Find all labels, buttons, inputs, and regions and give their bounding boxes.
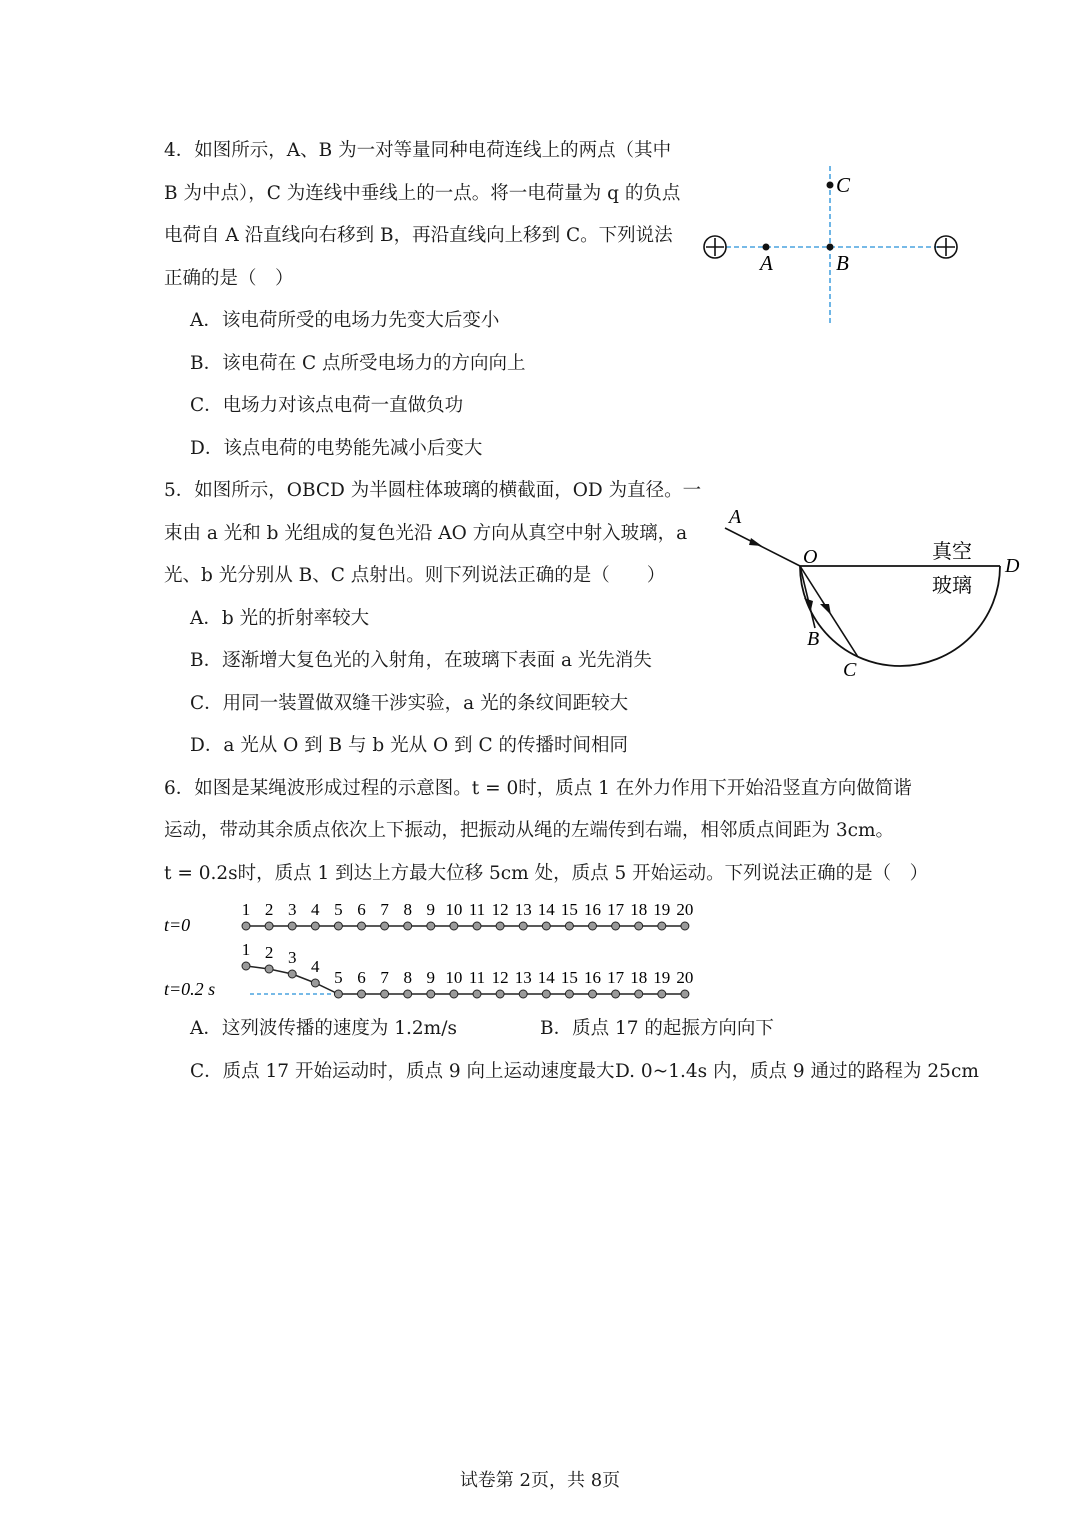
row1-bead-number: 16	[584, 900, 601, 919]
row2-bead-number: 18	[630, 968, 648, 987]
row2-bead-number: 8	[403, 968, 412, 987]
row2-bead	[288, 970, 296, 978]
q6-option-a: A．这列波传播的速度为 1.2m/s	[190, 1018, 457, 1039]
row1-bead	[358, 922, 366, 930]
row1-bead-number: 19	[653, 900, 671, 919]
row1-bead-number: 4	[311, 900, 320, 919]
q6-option-d: D. 0~1.4s 内，质点 9 通过的路程为 25cm	[615, 1061, 979, 1082]
row2-bead	[311, 979, 319, 987]
row1-bead-number: 8	[403, 900, 412, 919]
row2-bead-number: 1	[241, 940, 251, 959]
rope-wave-figure	[150, 895, 730, 1010]
row2-bead-number: 5	[334, 968, 343, 987]
page-footer: 试卷第 2页，共 8页	[459, 1470, 621, 1491]
row1-bead-number: 11	[468, 900, 486, 919]
row1-bead	[288, 922, 296, 930]
row2-bead-number: 3	[287, 948, 297, 967]
q4-line-2: B 为中点），C 为连线中垂线上的一点。将一电荷量为 q 的负点	[164, 183, 681, 204]
glass-label: 玻璃	[932, 575, 972, 597]
row2-bead	[265, 965, 273, 973]
positive-charge-left-icon	[704, 236, 726, 258]
row1-bead-number: 7	[380, 900, 389, 919]
label-o: O	[803, 546, 818, 568]
point-c-dot	[827, 182, 834, 189]
row2-bead-number: 12	[491, 968, 509, 987]
row1-bead	[612, 922, 620, 930]
row2-bead	[635, 990, 643, 998]
label-c: C	[836, 173, 851, 197]
row1-bead	[404, 922, 412, 930]
q5-line-2: 束由 a 光和 b 光组成的复色光沿 AO 方向从真空中射入玻璃，a	[164, 523, 688, 544]
row1-bead-number: 18	[630, 900, 648, 919]
row2-bead	[242, 962, 250, 970]
q5-option-c: C．用同一装置做双缝干涉实验，a 光的条纹间距较大	[190, 693, 629, 714]
row1-bead-number: 9	[426, 900, 436, 919]
label-a: A	[760, 251, 773, 275]
row1-bead-number: 14	[537, 900, 555, 919]
q6-option-b: B．质点 17 的起振方向向下	[540, 1018, 774, 1039]
q4-option-d: D．该点电荷的电势能先减小后变大	[190, 438, 483, 459]
q6-option-c: C．质点 17 开始运动时，质点 9 向上运动速度最大	[190, 1061, 615, 1082]
label-a: A	[729, 506, 742, 528]
positive-charge-right-icon	[935, 236, 957, 258]
row1-bead-number: 12	[491, 900, 509, 919]
q4-option-a: A．该电荷所受的电场力先变大后变小	[190, 310, 500, 331]
row1-bead-number: 6	[357, 900, 366, 919]
row1-bead	[519, 922, 527, 930]
row2-bead-number: 15	[560, 968, 578, 987]
row1-bead	[265, 922, 273, 930]
q6-line-1: 6．如图是某绳波形成过程的示意图。t = 0时，质点 1 在外力作用下开始沿竖直方向做简谐	[164, 778, 912, 799]
row2-bead	[542, 990, 550, 998]
row2-bead	[612, 990, 620, 998]
row1-bead	[681, 922, 689, 930]
row2-bead-number: 16	[584, 968, 601, 987]
row2-bead	[427, 990, 435, 998]
row2-bead-number: 4	[311, 957, 320, 976]
label-b: B	[836, 251, 849, 275]
row2-bead-number: 17	[607, 968, 625, 987]
row1-bead	[658, 922, 666, 930]
row2-bead	[450, 990, 458, 998]
row2-bead	[565, 990, 573, 998]
row1-time-label: t=0	[164, 915, 191, 935]
row1-bead-number: 20	[676, 900, 694, 919]
q5-line-1: 5．如图所示，OBCD 为半圆柱体玻璃的横截面，OD 为直径。一	[164, 480, 702, 501]
q4-line-4: 正确的是（ ）	[164, 268, 294, 289]
row1-bead	[381, 922, 389, 930]
q4-figure	[695, 160, 975, 335]
q4-option-b: B．该电荷在 C 点所受电场力的方向向上	[190, 353, 526, 374]
row2-time-label: t=0.2 s	[164, 979, 216, 999]
q4-option-c: C．电场力对该点电荷一直做负功	[190, 395, 464, 416]
row1-bead-number: 15	[560, 900, 578, 919]
row1-bead	[635, 922, 643, 930]
row1-bead	[496, 922, 504, 930]
row2-bead	[681, 990, 689, 998]
row1-bead-number: 13	[514, 900, 532, 919]
q4-line-3: 电荷自 A 沿直线向右移到 B，再沿直线向上移到 C。下列说法	[164, 225, 673, 246]
row1-bead	[450, 922, 458, 930]
row2-bead	[589, 990, 597, 998]
row1-bead-number: 2	[264, 900, 274, 919]
q6-line-3: t = 0.2s时，质点 1 到达上方最大位移 5cm 处，质点 5 开始运动。下列说法正确的是（ ）	[164, 863, 929, 884]
row1-bead-number: 17	[607, 900, 625, 919]
q5-option-d: D．a 光从 O 到 B 与 b 光从 O 到 C 的传播时间相同	[190, 735, 628, 756]
label-c: C	[843, 659, 857, 681]
label-b: B	[807, 628, 820, 650]
row2-bead	[381, 990, 389, 998]
row1-bead	[242, 922, 250, 930]
row1-bead	[542, 922, 550, 930]
row2-bead-number: 9	[426, 968, 436, 987]
row1-bead	[589, 922, 597, 930]
q5-option-a: A．b 光的折射率较大	[190, 608, 370, 629]
q4-line-1: 4．如图所示，A、B 为一对等量同种电荷连线上的两点（其中	[164, 140, 672, 161]
q5-line-3: 光、b 光分别从 B、C 点射出。则下列说法正确的是（ ）	[164, 565, 666, 586]
row2-bead-number: 20	[676, 968, 694, 987]
row1-bead	[311, 922, 319, 930]
row1-bead-number: 3	[287, 900, 297, 919]
q5-option-b: B．逐渐增大复色光的入射角，在玻璃下表面 a 光先消失	[190, 650, 652, 671]
row1-bead-number: 10	[445, 900, 463, 919]
row1-bead-number: 1	[241, 900, 251, 919]
row2-bead	[658, 990, 666, 998]
row2-bead-number: 10	[445, 968, 463, 987]
row2-bead-number: 14	[537, 968, 555, 987]
row1-bead	[427, 922, 435, 930]
row2-bead-number: 6	[357, 968, 366, 987]
row1-bead-number: 5	[334, 900, 343, 919]
row2-bead	[334, 990, 342, 998]
row1-bead	[473, 922, 481, 930]
row2-bead-number: 19	[653, 968, 671, 987]
label-d: D	[1005, 555, 1020, 577]
q5-figure	[700, 500, 1030, 685]
row1-bead	[565, 922, 573, 930]
row1-bead	[334, 922, 342, 930]
row2-bead-number: 13	[514, 968, 532, 987]
vacuum-label: 真空	[932, 541, 972, 563]
row2-bead-number: 2	[264, 943, 274, 962]
row2-bead	[519, 990, 527, 998]
row2-bead	[496, 990, 504, 998]
row2-bead-number: 11	[468, 968, 486, 987]
row2-bead-number: 7	[380, 968, 389, 987]
q6-line-2: 运动，带动其余质点依次上下振动，把振动从绳的左端传到右端，相邻质点间距为 3cm。	[164, 820, 895, 841]
point-b-dot	[827, 244, 834, 251]
point-a-dot	[763, 244, 770, 251]
row2-bead	[404, 990, 412, 998]
row2-bead	[473, 990, 481, 998]
row2-bead	[358, 990, 366, 998]
